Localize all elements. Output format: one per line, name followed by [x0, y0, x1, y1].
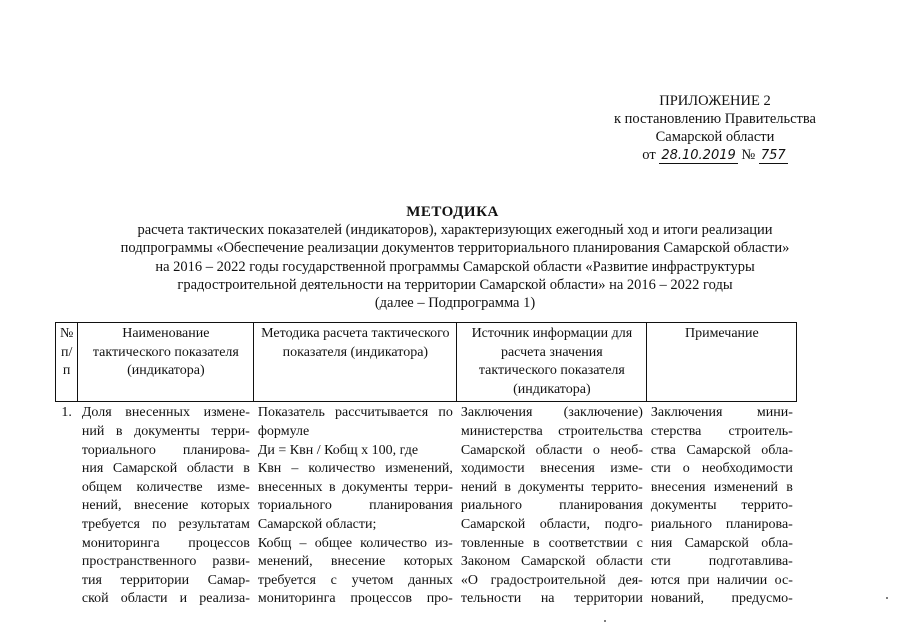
appendix-title: ПРИЛОЖЕНИЕ 2: [659, 93, 771, 109]
cell-line: сти о необходимости: [650, 461, 793, 477]
cell-line: Самарской области, подго-: [460, 516, 643, 532]
header-name: Наименование тактического показателя (индикатора): [78, 323, 254, 402]
document-subtitle: [60, 221, 850, 312]
cell-line: министерства строительства: [460, 423, 643, 439]
cell-line: Самарской области о необ-: [460, 442, 643, 458]
handwritten-date: 28.10.2019: [661, 148, 736, 163]
header-source: Источник информации для расчета значения тактического показателя (индикатора): [457, 323, 647, 402]
cell-line: тельности на территории: [460, 591, 643, 607]
cell-note: [647, 402, 797, 611]
cell-line: Квн – количество изменений,: [257, 461, 453, 477]
cell-line: «О градостроительной дея-: [460, 572, 643, 588]
cell-num: 1.: [61, 405, 72, 421]
cell-line: пространственного разви-: [81, 554, 250, 570]
cell-line: ний в документы терри-: [81, 423, 250, 439]
cell-line: мониторинга процессов: [81, 535, 250, 551]
cell-line: Заключения (заключение): [460, 405, 643, 421]
subtitle-line: градостроительной деятельности на территории Самарской области» на 2016 – 2022 годы: [177, 276, 733, 293]
cell-method: [254, 402, 457, 611]
subtitle-line: на 2016 – 2022 годы государственной программы Самарской области «Развитие инфраструктуры: [155, 258, 755, 275]
appendix-date-line: [565, 146, 865, 165]
methodology-table: [55, 322, 797, 611]
cell-line: Заключения мини-: [650, 405, 793, 421]
cell-line: Самарской области;: [257, 516, 377, 532]
table-header-row: [56, 323, 797, 402]
appendix-decree-line: к постановлению Правительства: [614, 111, 816, 127]
cell-line: нений в документы террито-: [460, 479, 643, 495]
cell-line: требуется по результатам: [81, 516, 250, 532]
handwritten-number: 757: [760, 148, 786, 163]
cell-line: ской области и реализа-: [81, 591, 250, 607]
cell-line: внесения изменений в: [650, 479, 793, 495]
appendix-region-line: Самарской области: [655, 129, 775, 145]
cell-line: сти подготавлива-: [650, 554, 793, 570]
header-note: Примечание: [647, 323, 797, 402]
subtitle-line: расчета тактических показателей (индикаторов), характеризующих ежегодный ход и итоги реализации: [137, 222, 773, 238]
cell-line: ториального планирования: [257, 498, 453, 514]
cell-line: ходимости внесения изме-: [460, 461, 643, 477]
cell-line: тия территории Самар-: [81, 572, 250, 588]
scan-speck: [604, 620, 606, 622]
cell-line: документы террито-: [650, 498, 793, 514]
cell-name: [78, 402, 254, 611]
cell-line: требуется с учетом данных: [257, 572, 453, 588]
table-row: [56, 402, 797, 611]
cell-line: Показатель рассчитывается по: [257, 405, 453, 421]
cell-line: ния Самарской области в: [81, 461, 250, 477]
cell-line: внесенных в документы терри-: [257, 479, 453, 495]
cell-line: общем количестве изме-: [81, 479, 250, 495]
cell-line: менений, внесение которых: [257, 554, 453, 570]
appendix-block: [565, 92, 865, 165]
cell-line: ства Самарской обла-: [650, 442, 793, 458]
scan-speck: [886, 597, 888, 599]
cell-line: ются при наличии ос-: [650, 572, 793, 588]
subtitle-line: подпрограммы «Обеспечение реализации документов территориального планирования Самарской области»: [120, 240, 790, 257]
number-prefix: №: [741, 147, 756, 163]
cell-line: ториального планирова-: [81, 442, 250, 458]
cell-line: нований, предусмо-: [650, 591, 793, 607]
header-method: Методика расчета тактического показателя (индикатора): [254, 323, 457, 402]
cell-line: ния Самарской обла-: [650, 535, 793, 551]
cell-line: Кобщ – общее количество из-: [257, 535, 453, 551]
cell-line: стерства строитель-: [650, 423, 793, 439]
cell-line: мониторинга процессов про-: [257, 591, 453, 607]
subtitle-line: (далее – Подпрограмма 1): [374, 295, 536, 312]
cell-line: Доля внесенных измене-: [81, 405, 250, 421]
cell-line: риального планирования: [460, 498, 643, 514]
document-title: МЕТОДИКА: [406, 204, 499, 220]
header-num: № п/п: [56, 323, 78, 402]
cell-line: товленные в соответствии с: [460, 535, 643, 551]
cell-line: формуле: [257, 423, 310, 439]
date-prefix: от: [642, 147, 656, 163]
cell-line: Ди = Квн / Кобщ х 100, где: [257, 442, 419, 458]
cell-line: Законом Самарской области: [460, 554, 643, 570]
cell-line: риального планирова-: [650, 516, 793, 532]
cell-line: нений, внесение которых: [81, 498, 250, 514]
cell-source: [457, 402, 647, 611]
